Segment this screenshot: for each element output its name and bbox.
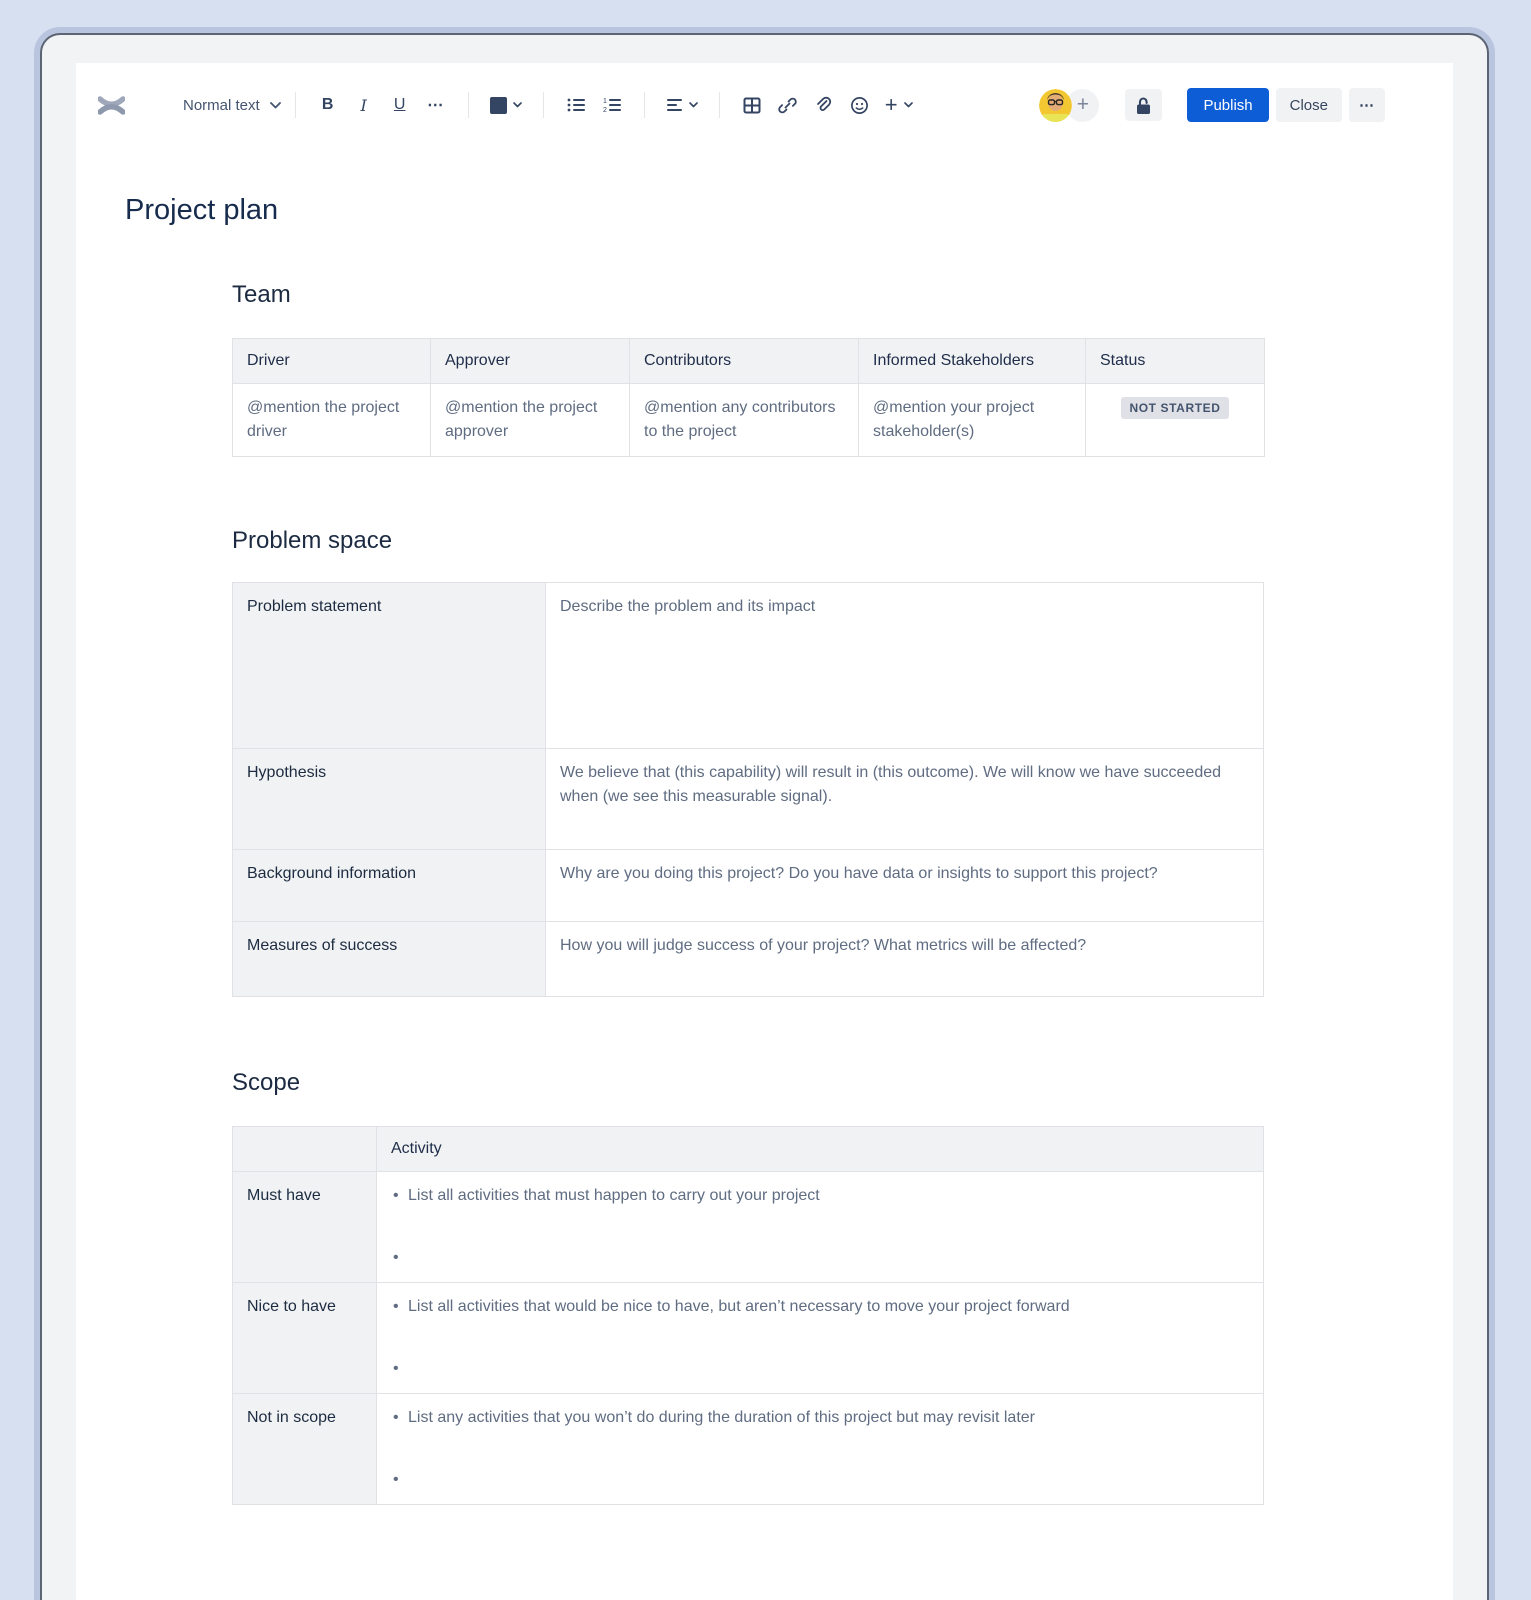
nice-to-have-cell[interactable] bbox=[377, 1282, 1264, 1393]
toolbar-divider bbox=[543, 92, 544, 118]
editor-window bbox=[40, 33, 1489, 1600]
not-in-scope-cell[interactable] bbox=[377, 1393, 1264, 1504]
team-table bbox=[232, 338, 1265, 457]
list-item[interactable]: • List any activities that you won’t do during the duration of this project but may revisit later bbox=[391, 1406, 1249, 1430]
list-item-empty[interactable] bbox=[391, 1246, 1249, 1270]
svg-text:2: 2 bbox=[602, 107, 607, 114]
team-header-contributors[interactable]: Contributors bbox=[630, 339, 859, 384]
svg-text:1: 1 bbox=[602, 98, 607, 105]
emoji-icon bbox=[850, 96, 869, 115]
attach-file-button[interactable] bbox=[810, 90, 838, 120]
link-icon bbox=[778, 96, 797, 115]
invite-collaborator-button[interactable]: + bbox=[1066, 89, 1099, 122]
team-heading[interactable]: Team bbox=[232, 281, 291, 309]
underline-button[interactable]: U bbox=[393, 96, 406, 113]
page-content bbox=[76, 141, 1453, 1505]
align-left-icon bbox=[666, 98, 683, 112]
hypothesis-cell[interactable]: We believe that (this capability) will result in (this outcome). We will know we have succeeded when (we see this measurable signal). bbox=[546, 748, 1264, 849]
editor-toolbar bbox=[76, 63, 1453, 141]
more-formatting-button[interactable]: ⋯ bbox=[427, 97, 445, 114]
table-row bbox=[233, 748, 1264, 849]
team-table-row bbox=[233, 384, 1265, 457]
unlock-icon bbox=[1135, 96, 1152, 115]
must-have-cell[interactable] bbox=[377, 1171, 1264, 1282]
chevron-down-icon bbox=[270, 102, 281, 109]
background-information-label[interactable]: Background information bbox=[233, 849, 546, 921]
toolbar-divider bbox=[644, 92, 645, 118]
bold-button[interactable]: B bbox=[321, 96, 334, 113]
background-information-cell[interactable]: Why are you doing this project? Do you have data or insights to support this project? bbox=[546, 849, 1264, 921]
team-header-informed-stakeholders[interactable]: Informed Stakeholders bbox=[859, 339, 1086, 384]
alignment-button[interactable] bbox=[663, 90, 701, 120]
user-avatar[interactable] bbox=[1039, 89, 1072, 122]
table-row bbox=[233, 1393, 1264, 1504]
list-item-empty[interactable] bbox=[391, 1357, 1249, 1381]
numbered-list-button[interactable] bbox=[598, 90, 626, 120]
chevron-down-icon bbox=[904, 102, 913, 108]
bullet-list bbox=[391, 1184, 1249, 1270]
italic-button[interactable]: I bbox=[360, 95, 367, 115]
bullet-list-button[interactable] bbox=[562, 90, 590, 120]
bullet-list-icon bbox=[566, 96, 586, 114]
text-color-button[interactable] bbox=[487, 90, 525, 120]
insert-table-button[interactable] bbox=[738, 90, 766, 120]
team-header-status[interactable]: Status bbox=[1086, 339, 1265, 384]
status-badge[interactable]: NOT STARTED bbox=[1121, 397, 1228, 419]
nice-to-have-label[interactable]: Nice to have bbox=[233, 1282, 377, 1393]
scope-table bbox=[232, 1126, 1264, 1505]
team-table-header-row bbox=[233, 339, 1265, 384]
emoji-button[interactable] bbox=[846, 90, 874, 120]
page-sheet bbox=[76, 63, 1453, 1600]
numbered-list-icon bbox=[602, 96, 622, 114]
table-row bbox=[233, 849, 1264, 921]
driver-cell[interactable]: @mention the project driver bbox=[233, 384, 431, 457]
chevron-down-icon bbox=[689, 102, 698, 108]
paperclip-icon bbox=[815, 96, 832, 115]
close-button[interactable]: Close bbox=[1276, 88, 1342, 122]
scope-header-activity[interactable]: Activity bbox=[377, 1126, 1264, 1171]
table-row bbox=[233, 1282, 1264, 1393]
chevron-down-icon bbox=[513, 102, 522, 108]
list-item[interactable]: • List all activities that must happen to carry out your project bbox=[391, 1184, 1249, 1208]
measures-of-success-label[interactable]: Measures of success bbox=[233, 921, 546, 996]
approver-cell[interactable]: @mention the project approver bbox=[431, 384, 630, 457]
contributors-cell[interactable]: @mention any contributors to the project bbox=[630, 384, 859, 457]
text-style-dropdown[interactable] bbox=[183, 97, 281, 114]
toolbar-divider bbox=[295, 92, 296, 118]
must-have-label[interactable]: Must have bbox=[233, 1171, 377, 1282]
insert-link-button[interactable] bbox=[774, 90, 802, 120]
toolbar-divider bbox=[468, 92, 469, 118]
toolbar-right-group bbox=[1039, 88, 1385, 122]
list-item-empty[interactable] bbox=[391, 1468, 1249, 1492]
team-header-driver[interactable]: Driver bbox=[233, 339, 431, 384]
list-item[interactable]: • List all activities that would be nice to have, but aren’t necessary to move your project forward bbox=[391, 1295, 1249, 1319]
text-color-swatch-icon bbox=[490, 97, 507, 114]
problem-space-table bbox=[232, 582, 1264, 997]
problem-statement-label[interactable]: Problem statement bbox=[233, 582, 546, 748]
confluence-logo-icon bbox=[98, 94, 125, 117]
problem-space-heading[interactable]: Problem space bbox=[232, 527, 393, 555]
page-title[interactable]: Project plan bbox=[125, 194, 279, 226]
scope-header-empty[interactable] bbox=[233, 1126, 377, 1171]
scope-table-header-row bbox=[233, 1126, 1264, 1171]
text-style-label: Normal text bbox=[183, 96, 260, 114]
table-row bbox=[233, 1171, 1264, 1282]
publish-button[interactable]: Publish bbox=[1187, 88, 1268, 122]
not-in-scope-label[interactable]: Not in scope bbox=[233, 1393, 377, 1504]
table-row bbox=[233, 921, 1264, 996]
plus-icon: + bbox=[884, 92, 898, 117]
team-header-approver[interactable]: Approver bbox=[431, 339, 630, 384]
bullet-list bbox=[391, 1406, 1249, 1492]
more-actions-button[interactable]: ⋯ bbox=[1349, 88, 1385, 122]
insert-more-button[interactable] bbox=[882, 90, 916, 120]
bullet-list bbox=[391, 1295, 1249, 1381]
page-body bbox=[232, 281, 1264, 1504]
measures-of-success-cell[interactable]: How you will judge success of your project? What metrics will be affected? bbox=[546, 921, 1264, 996]
table-row bbox=[233, 582, 1264, 748]
problem-statement-cell[interactable]: Describe the problem and its impact bbox=[546, 582, 1264, 748]
scope-heading[interactable]: Scope bbox=[232, 1068, 301, 1096]
status-cell bbox=[1086, 384, 1265, 457]
toolbar-divider bbox=[719, 92, 720, 118]
restrictions-button[interactable] bbox=[1125, 89, 1162, 121]
hypothesis-label[interactable]: Hypothesis bbox=[233, 748, 546, 849]
informed-stakeholders-cell[interactable]: @mention your project stakeholder(s) bbox=[859, 384, 1086, 457]
table-icon bbox=[743, 97, 761, 114]
